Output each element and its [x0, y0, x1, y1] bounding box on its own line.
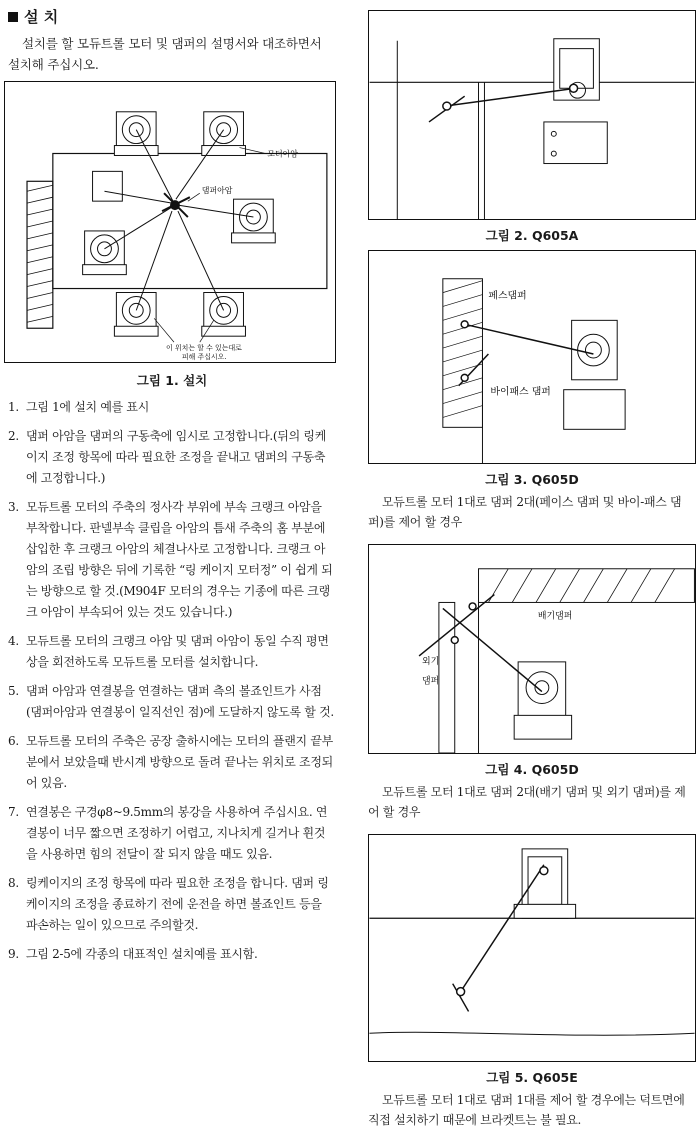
- motor-middle-right: [232, 199, 276, 243]
- motor-q605d-b: [514, 662, 571, 739]
- step-item: 2. 댐퍼 아암을 댐퍼의 구동축에 임시로 고정합니다.(뒤의 링케이지 조정 항목에 따라 필요한 조정을 끝내고 댐퍼의 구동축에 고정합니다.): [8, 429, 326, 485]
- step-item: 9. 그림 2-5에 각종의 대표적인 설치예를 표시함.: [8, 947, 258, 961]
- figure-1: [4, 81, 336, 363]
- outside-damper-label-2: 댐퍼: [422, 676, 440, 687]
- figure-1-caption: 그림 1. 설치: [136, 373, 208, 388]
- motor-top-left: [114, 112, 158, 156]
- square-bullet-icon: [8, 12, 18, 22]
- damper-arm-cluster: [162, 193, 190, 217]
- motor-q605d: [564, 320, 625, 429]
- figure-3-drawing: [369, 251, 695, 463]
- figure-5-drawing: [369, 835, 695, 1061]
- section-heading: [8, 6, 336, 27]
- motor-bottom-right: [202, 292, 246, 336]
- step-item: 4. 모듀트롤 모터의 크랭크 아암 및 댐퍼 아암이 동일 수직 평면상을 회전하도록 모듀트롤 모터를 설치합니다.: [8, 634, 329, 669]
- exhaust-damper-label: 배기댐퍼: [537, 611, 573, 622]
- linkage-rods: [104, 130, 253, 311]
- bypass-damper-label: 바이패스 댐퍼: [490, 386, 551, 398]
- right-column: [368, 10, 696, 1138]
- damper-arm-label: 댐퍼아암: [201, 186, 233, 196]
- figure-4: [368, 544, 696, 754]
- figure-3: [368, 250, 696, 464]
- wall-shape: [27, 181, 53, 328]
- figure-5-caption: 그림 5. Q605E: [486, 1070, 578, 1085]
- figure-2-drawing: [369, 11, 695, 219]
- install-steps: [8, 397, 336, 965]
- figure-2-caption: 그림 2. Q605A: [485, 228, 579, 243]
- figure-3-note: 모듀트롤 모터 1대로 댐퍼 2대(페이스 댐퍼 및 바이-패스 댐퍼)를 제어 할 경우: [368, 495, 682, 529]
- step-item: 3. 모듀트롤 모터의 주축의 정사각 부위에 부속 크랭크 아암을 부착합니다. 판넬부속 클립을 아암의 틈새 주축의 홈 부분에 삽입한 후 크랭크 아암의 체결나사로 고정합니다. 크랭크 아암의 조립 방향은 뒤에 기록한 “링 케이지 모터정” 이 쉽게 되는 방향으로 할 것.(M904F 모터의 경우는 기종에 따른 크랭크 아암이 부속되어 있는 것도 있습니다.): [8, 500, 333, 619]
- motor-q605a: [544, 39, 607, 164]
- motor-middle-left: [83, 231, 127, 275]
- figure-4-caption: 그림 4. Q605D: [485, 762, 579, 777]
- exhaust-damper-blades: [488, 569, 674, 603]
- outside-damper-label-1: 외기: [422, 656, 440, 667]
- figure-1-drawing: [5, 82, 335, 362]
- motor-q605e: [514, 849, 575, 918]
- figure-5: [368, 834, 696, 1062]
- step-item: 1. 그림 1에 설치 예를 표시: [8, 400, 150, 414]
- step-item: 6. 모듀트롤 모터의 주축은 공장 출하시에는 모터의 플랜지 끝부분에서 보았을때 반시계 방향으로 돌려 끝나는 위치로 조정되어 있음.: [8, 734, 333, 790]
- damper-blades: [443, 281, 483, 418]
- fig1-note-line2: 피해 주십시오.: [181, 353, 227, 362]
- step-item: 5. 댐퍼 아암과 연결봉을 연결하는 댐퍼 측의 볼죠인트가 사점(댐퍼아암과 연결봉이 일직선인 점)에 도달하지 않도록 할 것.: [8, 684, 334, 719]
- figure-4-note: 모듀트롤 모터 1대로 댐퍼 2대(배기 댐퍼 및 외기 댐퍼)를 제어 할 경우: [368, 785, 686, 819]
- section-title: 설 치: [24, 8, 59, 26]
- left-column: [8, 6, 336, 973]
- figure-3-caption: 그림 3. Q605D: [485, 472, 579, 487]
- step-item: 7. 연결봉은 구경φ8~9.5mm의 봉강을 사용하여 주십시요. 연결봉이 너무 짧으면 조정하기 어렵고, 지나치게 길거나 휜것을 사용하면 힘의 전달이 잘 되지 않을 때도 있음.: [8, 805, 328, 861]
- step-item: 8. 링케이지의 조정 항목에 따라 필요한 조정을 합니다. 댐퍼 링케이지의 조정을 종료하기 전에 운전을 하면 볼죠인트 등을 파손하는 일이 있으므로 주의할것.: [8, 876, 329, 932]
- motor-arm-label: 모터아암: [267, 149, 298, 159]
- face-damper-label: 페스댐퍼: [488, 290, 527, 302]
- motor-bottom-left: [114, 292, 158, 336]
- section-intro: 설치를 할 모듀트롤 모터 및 댐퍼의 설명서와 대조하면서 설치해 주십시오.: [8, 36, 322, 72]
- figure-4-drawing: [369, 545, 695, 753]
- fig1-note-line1: 이 위치는 할 수 있는대로: [166, 344, 242, 353]
- bracket-shape: [93, 171, 123, 201]
- motor-top-right: [202, 112, 246, 156]
- figure-5-note: 모듀트롤 모터 1대로 댐퍼 1대를 제어 할 경우에는 덕트면에 직접 설치하기 때문에 브라켓트는 불 필요.: [368, 1093, 685, 1127]
- figure-2: [368, 10, 696, 220]
